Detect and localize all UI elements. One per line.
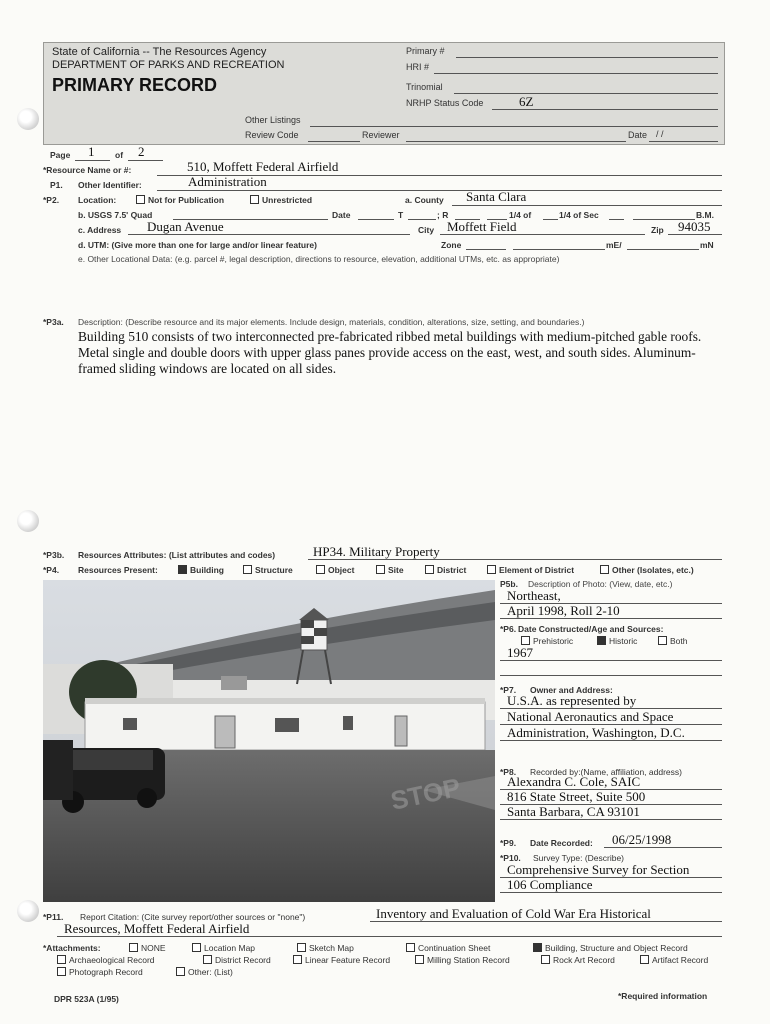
p8-text: Recorded by:(Name, affiliation, address) [530, 767, 682, 777]
p8-line2: 816 State Street, Suite 500 [507, 789, 646, 804]
attach-artifact [640, 955, 708, 965]
p8-line3: Santa Barbara, CA 93101 [507, 804, 640, 819]
checkbox-icon [376, 565, 385, 574]
attach-building-record [533, 943, 688, 953]
p7-label: *P7. [500, 685, 517, 695]
resource-name-value: 510, Moffett Federal Airfield [187, 159, 339, 174]
attach-archaeological [57, 955, 155, 965]
usgs-date-label: Date [332, 210, 351, 220]
page-total: 2 [138, 144, 145, 159]
attachments-label: *Attachments: [43, 943, 101, 953]
utm-label: d. UTM: (Give more than one for large and/or linear feature) [78, 240, 317, 250]
zip-label: Zip [651, 225, 664, 235]
nrhp-value: 6Z [519, 94, 534, 109]
punch-hole [17, 900, 39, 922]
option-label: Artifact Record [652, 955, 709, 965]
option-label: Linear Feature Record [305, 955, 391, 965]
r-label: ; R [437, 210, 449, 220]
option-label: Rock Art Record [553, 955, 615, 965]
checkbox-icon [316, 565, 325, 574]
p4-option-structure [243, 565, 293, 575]
option-label: District Record [215, 955, 271, 965]
option-label: Element of District [499, 565, 575, 575]
p6-text: Date Constructed/Age and Sources: [518, 624, 664, 634]
usgs-label: b. USGS 7.5' Quad [78, 210, 153, 220]
option-label: Location Map [204, 943, 256, 953]
agency-line2: DEPARTMENT OF PARKS AND RECREATION [52, 59, 285, 71]
p7-line1: U.S.A. as represented by [507, 693, 637, 708]
p3b-text: Resources Attributes: (List attributes and codes) [78, 550, 276, 560]
p9-label: *P9. [500, 838, 517, 848]
option-label: Prehistoric [533, 636, 574, 646]
p5b-label: P5b. [500, 579, 518, 589]
checkbox-icon [541, 955, 550, 964]
punch-hole [17, 510, 39, 532]
trinomial-label: Trinomial [406, 82, 443, 92]
punch-hole [17, 108, 39, 130]
option-label: Milling Station Record [427, 955, 510, 965]
checkbox-icon [521, 636, 530, 645]
resource-photo [43, 580, 495, 902]
p11-text: Report Citation: (Cite survey report/other sources or "none") [80, 912, 306, 922]
option-label: Other: (List) [188, 967, 233, 977]
city-label: City [418, 225, 435, 235]
p6-option-historic [597, 636, 637, 646]
checkbox-icon [243, 565, 252, 574]
address-value: Dugan Avenue [147, 219, 224, 234]
p1-value: Administration [188, 174, 267, 189]
attach-continuation-sheet [406, 943, 490, 953]
attach-other [176, 967, 233, 977]
hri-label: HRI # [406, 62, 430, 72]
p11-value2: Resources, Moffett Federal Airfield [64, 921, 250, 936]
county-label: a. County [405, 195, 444, 205]
option-label: Sketch Map [309, 943, 354, 953]
t-label: T [398, 210, 404, 220]
p3a-text: Description: (Describe resource and its major elements. Include design, materials, condition, alterations, size, setting, and boundaries.) [78, 317, 585, 327]
p5b-text: Description of Photo: (View, date, etc.) [528, 579, 673, 589]
resource-name-label: *Resource Name or #: [43, 165, 132, 175]
city-value: Moffett Field [447, 219, 517, 234]
option-label: Object [328, 565, 355, 575]
not-for-pub-label: Not for Publication [148, 195, 225, 205]
p8-line1: Alexandra C. Cole, SAIC [507, 774, 641, 789]
date-value: / / [656, 129, 664, 139]
p10-line1: Comprehensive Survey for Section [507, 862, 690, 877]
p4-option-other [600, 565, 694, 575]
p11-label: *P11. [43, 912, 64, 922]
attach-sketch-map [297, 943, 354, 953]
checkbox-icon [203, 955, 212, 964]
option-label: Structure [255, 565, 293, 575]
p4-option-element [487, 565, 574, 575]
p1-text: Other Identifier: [78, 180, 142, 190]
review-code-label: Review Code [245, 130, 299, 140]
p4-option-object [316, 565, 354, 575]
p6-option-both [658, 636, 688, 646]
zone-label: Zone [441, 240, 462, 250]
checkbox-icon [600, 565, 609, 574]
option-label: Continuation Sheet [418, 943, 491, 953]
checkbox-icon [293, 955, 302, 964]
agency-line1: State of California -- The Resources Agency [52, 46, 267, 58]
mn-label: mN [700, 240, 714, 250]
p2-text: Location: [78, 195, 117, 205]
option-label: Historic [609, 636, 638, 646]
p7-line3: Administration, Washington, D.C. [507, 725, 685, 740]
option-label: Other (Isolates, etc.) [612, 565, 694, 575]
checkbox-icon [415, 955, 424, 964]
p4-option-building [178, 565, 224, 575]
me-label: mE/ [606, 240, 622, 250]
option-label: Building, Structure and Object Record [545, 943, 688, 953]
attach-milling-station [415, 955, 510, 965]
p10-label: *P10. [500, 853, 521, 863]
p9-value: 06/25/1998 [612, 832, 672, 847]
checkbox-icon [640, 955, 649, 964]
attach-none [129, 943, 166, 953]
checkbox-icon [129, 943, 138, 952]
quarter-sec-label: 1/4 of Sec [559, 210, 599, 220]
p4-option-district [425, 565, 466, 575]
option-label: Building [190, 565, 224, 575]
p10-text: Survey Type: (Describe) [533, 853, 625, 863]
p8-label: *P8. [500, 767, 517, 777]
reviewer-label: Reviewer [362, 130, 400, 140]
p9-text: Date Recorded: [530, 838, 593, 848]
p3a-description: Building 510 consists of two interconnected pre-fabricated ribbed metal buildings with medium-pitched gable roofs. Metal single and double doors with upper glass panes provide access on the east, west, and south sides. Aluminum- framed sliding windows are located on all sides. [78, 329, 702, 376]
stop-road-marking: STOP [388, 771, 464, 816]
p6-value: 1967 [507, 645, 533, 660]
not-for-pub-option [136, 195, 224, 205]
p4-label: *P4. [43, 565, 60, 575]
attach-rock-art [541, 955, 615, 965]
other-listings-label: Other Listings [245, 115, 301, 125]
checkbox-icon [136, 195, 145, 204]
option-label: Archaeological Record [69, 955, 155, 965]
required-info: *Required information [618, 991, 708, 1001]
p7-line2: National Aeronautics and Space [507, 709, 674, 724]
form-title: PRIMARY RECORD [52, 75, 218, 95]
attach-district [203, 955, 271, 965]
checkbox-icon [425, 565, 434, 574]
page-of-label: of [115, 150, 124, 160]
p10-line2: 106 Compliance [507, 877, 593, 892]
county-value: Santa Clara [466, 189, 527, 204]
p3b-value: HP34. Military Property [313, 544, 440, 559]
zip-value: 94035 [678, 219, 711, 234]
p5b-line1: Northeast, [507, 588, 561, 603]
checkbox-icon [297, 943, 306, 952]
attach-location-map [192, 943, 255, 953]
option-label: NONE [141, 943, 166, 953]
checkbox-checked-icon [597, 636, 606, 645]
primary-label: Primary # [406, 46, 445, 56]
building-photo-icon [43, 580, 495, 902]
checkbox-icon [57, 955, 66, 964]
date-label: Date [628, 130, 648, 140]
p6-label: *P6. [500, 624, 517, 634]
checkbox-checked-icon [178, 565, 187, 574]
p1-label: P1. [50, 180, 63, 190]
form-id: DPR 523A (1/95) [54, 994, 119, 1004]
unrestricted-option [250, 195, 312, 205]
other-locational-data: e. Other Locational Data: (e.g. parcel #, legal description, directions to resource, elevation, additional UTMs, etc. as appropriate) [78, 254, 560, 264]
page-label: Page [50, 150, 71, 160]
p7-text: Owner and Address: [530, 685, 613, 695]
option-label: Photograph Record [69, 967, 143, 977]
page-number: 1 [88, 144, 95, 159]
checkbox-icon [250, 195, 259, 204]
option-label: Site [388, 565, 404, 575]
checkbox-checked-icon [533, 943, 542, 952]
p3a-label: *P3a. [43, 317, 64, 327]
form-header [43, 42, 725, 145]
p11-value1: Inventory and Evaluation of Cold War Era Historical [376, 906, 651, 921]
p5b-line2: April 1998, Roll 2-10 [507, 603, 620, 618]
p2-label: *P2. [43, 195, 60, 205]
quarter-label: 1/4 of [509, 210, 532, 220]
p4-text: Resources Present: [78, 565, 158, 575]
p4-option-site [376, 565, 404, 575]
address-label: c. Address [78, 225, 122, 235]
nrhp-label: NRHP Status Code [406, 98, 484, 108]
checkbox-icon [176, 967, 185, 976]
bm-label: B.M. [696, 210, 714, 220]
checkbox-icon [658, 636, 667, 645]
attach-photograph [57, 967, 143, 977]
option-label: Both [670, 636, 688, 646]
unrestricted-label: Unrestricted [262, 195, 313, 205]
option-label: District [437, 565, 467, 575]
checkbox-icon [192, 943, 201, 952]
checkbox-icon [406, 943, 415, 952]
p3b-label: *P3b. [43, 550, 65, 560]
checkbox-icon [57, 967, 66, 976]
checkbox-icon [487, 565, 496, 574]
attach-linear-feature [293, 955, 390, 965]
